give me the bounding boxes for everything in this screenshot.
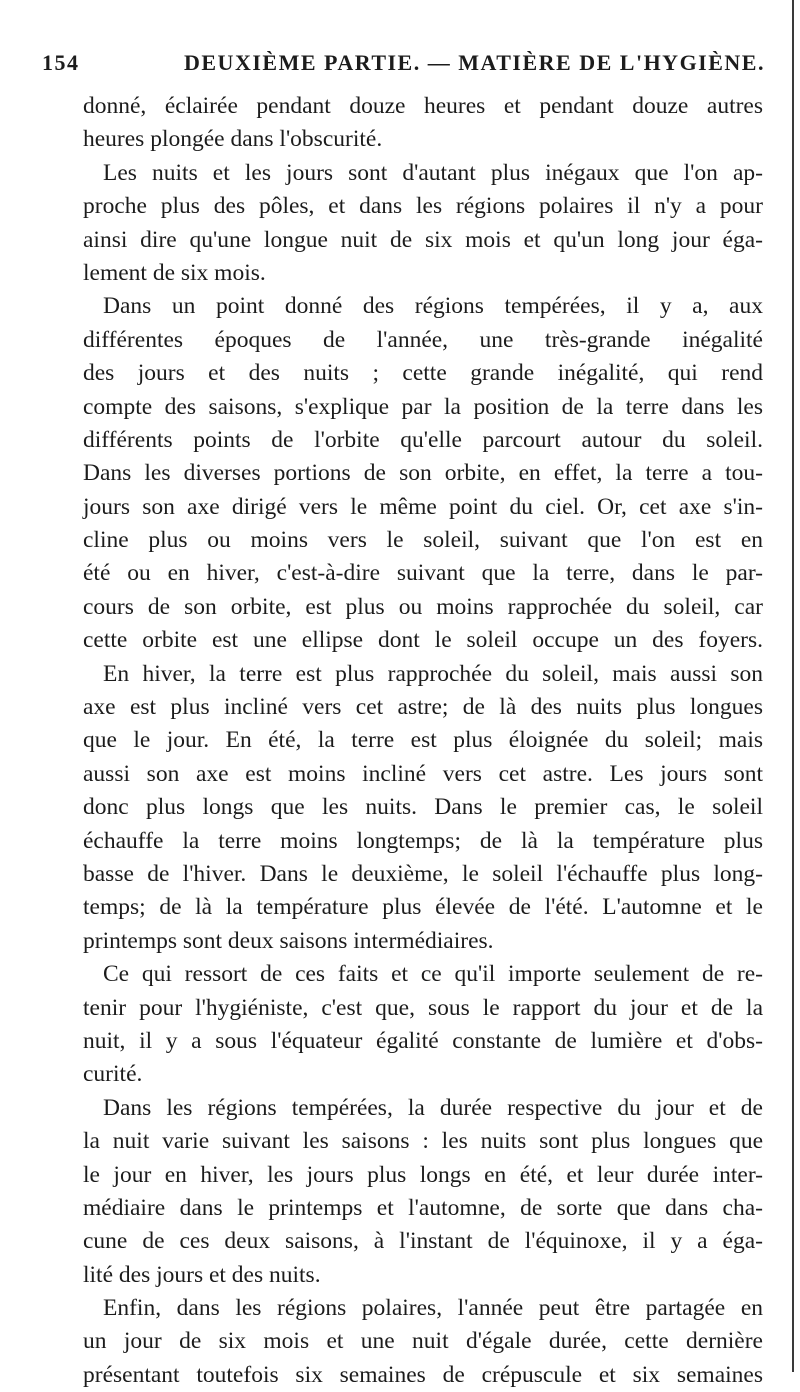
text-line: lement de six mois. [83, 259, 266, 286]
page-number: 154 [42, 50, 80, 75]
text-line: ainsi dire qu'une longue nuit de six mois et qu'un long jour éga- [83, 226, 763, 253]
text-line: tenir pour l'hygiéniste, c'est que, sous le rapport du jour et de la [83, 994, 763, 1021]
text-line: nuit, il y a sous l'équateur égalité constante de lumière et d'obs- [83, 1027, 763, 1054]
text-line: des jours et des nuits ; cette grande inégalité, qui rend [83, 360, 763, 387]
text-line: été ou en hiver, c'est-à-dire suivant que la terre, dans le par- [83, 560, 763, 587]
text-line: axe est plus incliné vers cet astre; de là des nuits plus longues [83, 694, 763, 721]
text-line: aussi son axe est moins incliné vers cet astre. Les jours sont [83, 760, 763, 787]
text-line: médiaire dans le printemps et l'automne, de sorte que dans cha- [83, 1194, 763, 1221]
text-line: compte des saisons, s'explique par la position de la terre dans les [83, 393, 763, 420]
text-line: curité. [83, 1061, 143, 1088]
text-line: cline plus ou moins vers le soleil, suivant que l'on est en [83, 527, 763, 554]
text-line: donné, éclairée pendant douze heures et pendant douze autres [83, 93, 763, 119]
text-line: temps; de là la température plus élevée de l'été. L'automne et le [83, 894, 763, 921]
text-line: basse de l'hiver. Dans le deuxième, le soleil l'échauffe plus long- [83, 860, 763, 887]
page-header [42, 50, 765, 90]
body-text [83, 90, 763, 1392]
page-edge-shadow [792, 0, 794, 1372]
text-line: printemps sont deux saisons intermédiaires. [83, 927, 494, 954]
text-line: échauffe la terre moins longtemps; de là la température plus [83, 827, 763, 854]
text-line: différentes époques de l'année, une très-grande inégalité [83, 326, 763, 353]
text-line: la nuit varie suivant les saisons : les nuits sont plus longues que [83, 1128, 763, 1155]
running-head: DEUXIÈME PARTIE. — MATIÈRE DE L'HYGIÈNE. [184, 50, 765, 75]
text-line: jours son axe dirigé vers le même point du ciel. Or, cet axe s'in- [83, 493, 763, 520]
text-line: Les nuits et les jours sont d'autant plus inégaux que l'on ap- [103, 159, 763, 186]
text-line: différents points de l'orbite qu'elle parcourt autour du soleil. [83, 426, 763, 453]
text-line: donc plus longs que les nuits. Dans le premier cas, le soleil [83, 794, 763, 821]
text-line: le jour en hiver, les jours plus longs en été, et leur durée inter- [83, 1161, 763, 1188]
text-line: Dans les diverses portions de son orbite, en effet, la terre a tou- [83, 460, 763, 487]
text-line: Ce qui ressort de ces faits et ce qu'il importe seulement de re- [103, 961, 763, 988]
text-line: cette orbite est une ellipse dont le soleil occupe un des foyers. [83, 627, 763, 654]
text-line: lité des jours et des nuits. [83, 1261, 321, 1288]
text-line: heures plongée dans l'obscurité. [83, 126, 383, 153]
text-line: proche plus des pôles, et dans les régions polaires il n'y a pour [83, 193, 763, 220]
text-line: En hiver, la terre est plus rapprochée du soleil, mais aussi son [103, 660, 763, 687]
text-line: Dans un point donné des régions tempérées, il y a, aux [103, 293, 763, 320]
text-line: cours de son orbite, est plus ou moins rapprochée du soleil, car [83, 593, 763, 620]
text-line: présentant toutefois six semaines de crépuscule et six semaines [83, 1361, 763, 1388]
text-line: Enfin, dans les régions polaires, l'année peut être partagée en [103, 1295, 763, 1322]
text-line: que le jour. En été, la terre est plus éloignée du soleil; mais [83, 727, 763, 754]
text-line: Dans les régions tempérées, la durée respective du jour et de [103, 1094, 763, 1121]
text-line: cune de ces deux saisons, à l'instant de l'équinoxe, il y a éga- [83, 1228, 763, 1255]
text-line: un jour de six mois et une nuit d'égale durée, cette dernière [83, 1328, 763, 1355]
